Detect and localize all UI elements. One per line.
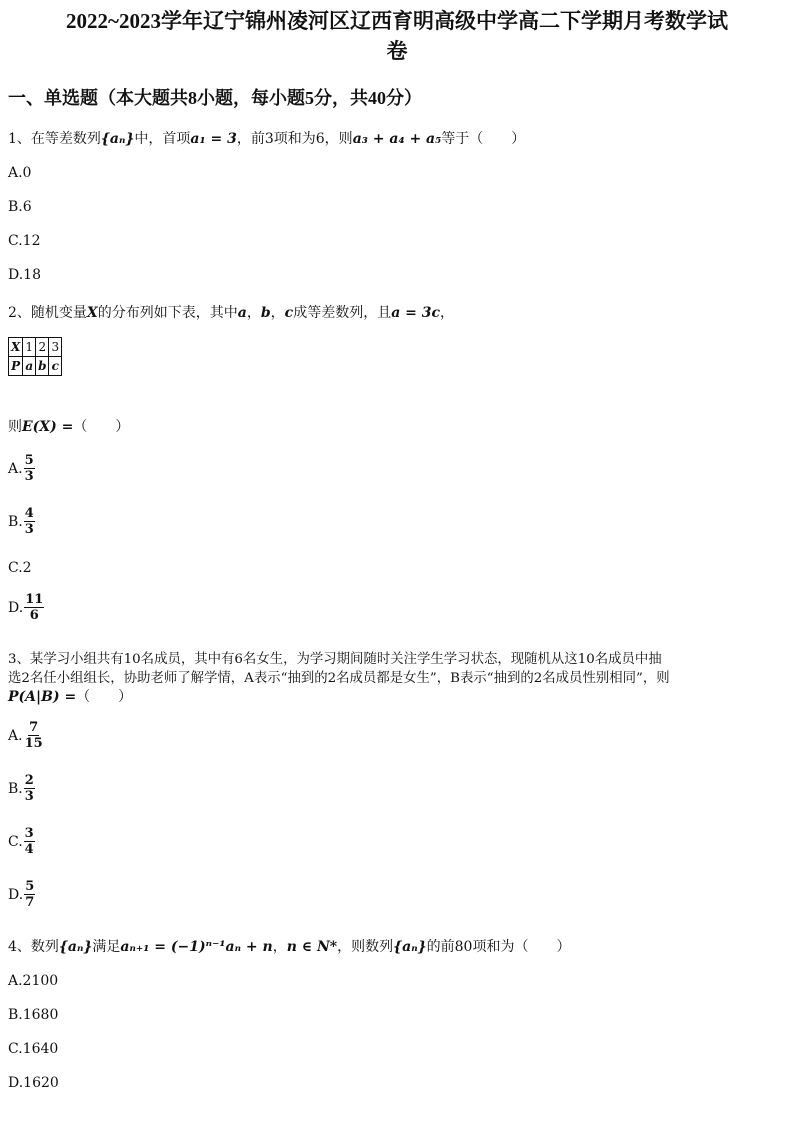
page-title xyxy=(10,6,784,66)
fraction: $\frac{4}{3}$ xyxy=(24,506,34,537)
math-first-term: a₁ = 3 xyxy=(190,131,237,147)
table-row xyxy=(9,338,62,357)
section-heading: 一、单选题（本大题共8小题，每小题5分，共40分） xyxy=(8,88,422,108)
table-cell: 3 xyxy=(49,338,62,357)
table-cell: a xyxy=(23,357,36,376)
question-3-line-2: 选2名任小组组长，协助老师了解学情，A表示“抽到的2名成员都是女生”，B表示“抽到的2名成员性别相同”，则 xyxy=(8,671,670,686)
table-cell: 2 xyxy=(36,338,49,357)
math-sum-expression: a₃ + a₄ + a₅ xyxy=(352,131,442,147)
q4-option-d[interactable]: D.1620 xyxy=(8,1075,59,1091)
table-cell: 1 xyxy=(23,338,36,357)
table-cell: P xyxy=(9,357,23,376)
q4-option-b[interactable]: B.1680 xyxy=(8,1007,59,1023)
q1-option-b[interactable]: B.6 xyxy=(8,199,32,215)
q3-option-c[interactable]: C. $\frac{3}{4}$ xyxy=(8,826,34,857)
math-recurrence: aₙ₊₁ = (−1)ⁿ⁻¹aₙ + n xyxy=(120,939,273,955)
question-3-line-1: 3、某学习小组共有10名成员，其中有6名女生，为学习期间随时关注学生学习状态，现随机从这10名成员中抽 xyxy=(8,652,662,667)
q2-option-d[interactable]: D. $\frac{11}{6}$ xyxy=(8,592,44,623)
fraction: $\frac{11}{6}$ xyxy=(25,592,44,623)
table-cell: b xyxy=(36,357,49,376)
question-4-stem: 4、数列{aₙ}满足aₙ₊₁ = (−1)ⁿ⁻¹aₙ + n，n ∈ N*，则数列{aₙ}的前80项和为（ ） xyxy=(8,939,571,955)
q3-option-d[interactable]: D. $\frac{5}{7}$ xyxy=(8,879,35,910)
q3-option-b[interactable]: B. $\frac{2}{3}$ xyxy=(8,773,34,804)
math-domain: n ∈ N* xyxy=(286,939,338,955)
table-cell: X xyxy=(9,338,23,357)
q2-option-c[interactable]: C.2 xyxy=(8,560,32,576)
q2-option-a[interactable]: A. $\frac{5}{3}$ xyxy=(8,453,34,484)
question-2-stem: 2、随机变量X的分布列如下表，其中a，b，c成等差数列，且a = 3c， xyxy=(8,305,455,321)
q1-option-a[interactable]: A.0 xyxy=(8,165,32,181)
fraction: $\frac{5}{7}$ xyxy=(25,879,35,910)
q1-option-d[interactable]: D.18 xyxy=(8,267,41,283)
title-line-1: 2022~2023学年辽宁锦州凌河区辽西育明高级中学高二下学期月考数学试 xyxy=(66,9,728,33)
question-1-stem: 1、在等差数列{aₙ}中，首项a₁ = 3，前3项和为6，则a₃ + a₄ + a₅等于（ ） xyxy=(8,131,526,147)
math-sequence: {aₙ} xyxy=(100,131,135,147)
question-2-ask: 则E(X) =（ ） xyxy=(8,419,130,435)
distribution-table xyxy=(8,337,62,376)
table-cell: c xyxy=(49,357,62,376)
fraction: $\frac{2}{3}$ xyxy=(24,773,34,804)
question-3-ask: P(A|B) =（ ） xyxy=(8,689,133,705)
q2-option-b[interactable]: B. $\frac{4}{3}$ xyxy=(8,506,34,537)
q1-option-c[interactable]: C.12 xyxy=(8,233,41,249)
math-expectation: E(X) = xyxy=(22,419,74,435)
fraction: $\frac{5}{3}$ xyxy=(24,453,34,484)
math-condition: a = 3c xyxy=(391,305,441,321)
fraction: $\frac{3}{4}$ xyxy=(24,826,34,857)
table-row xyxy=(9,357,62,376)
fraction: $\frac{7}{15}$ xyxy=(24,720,43,751)
math-conditional-probability: P(A|B) = xyxy=(8,689,77,705)
q4-option-a[interactable]: A.2100 xyxy=(8,973,59,989)
q4-option-c[interactable]: C.1640 xyxy=(8,1041,59,1057)
title-line-2: 卷 xyxy=(386,39,408,63)
q3-option-a[interactable]: A. $\frac{7}{15}$ xyxy=(8,720,43,751)
